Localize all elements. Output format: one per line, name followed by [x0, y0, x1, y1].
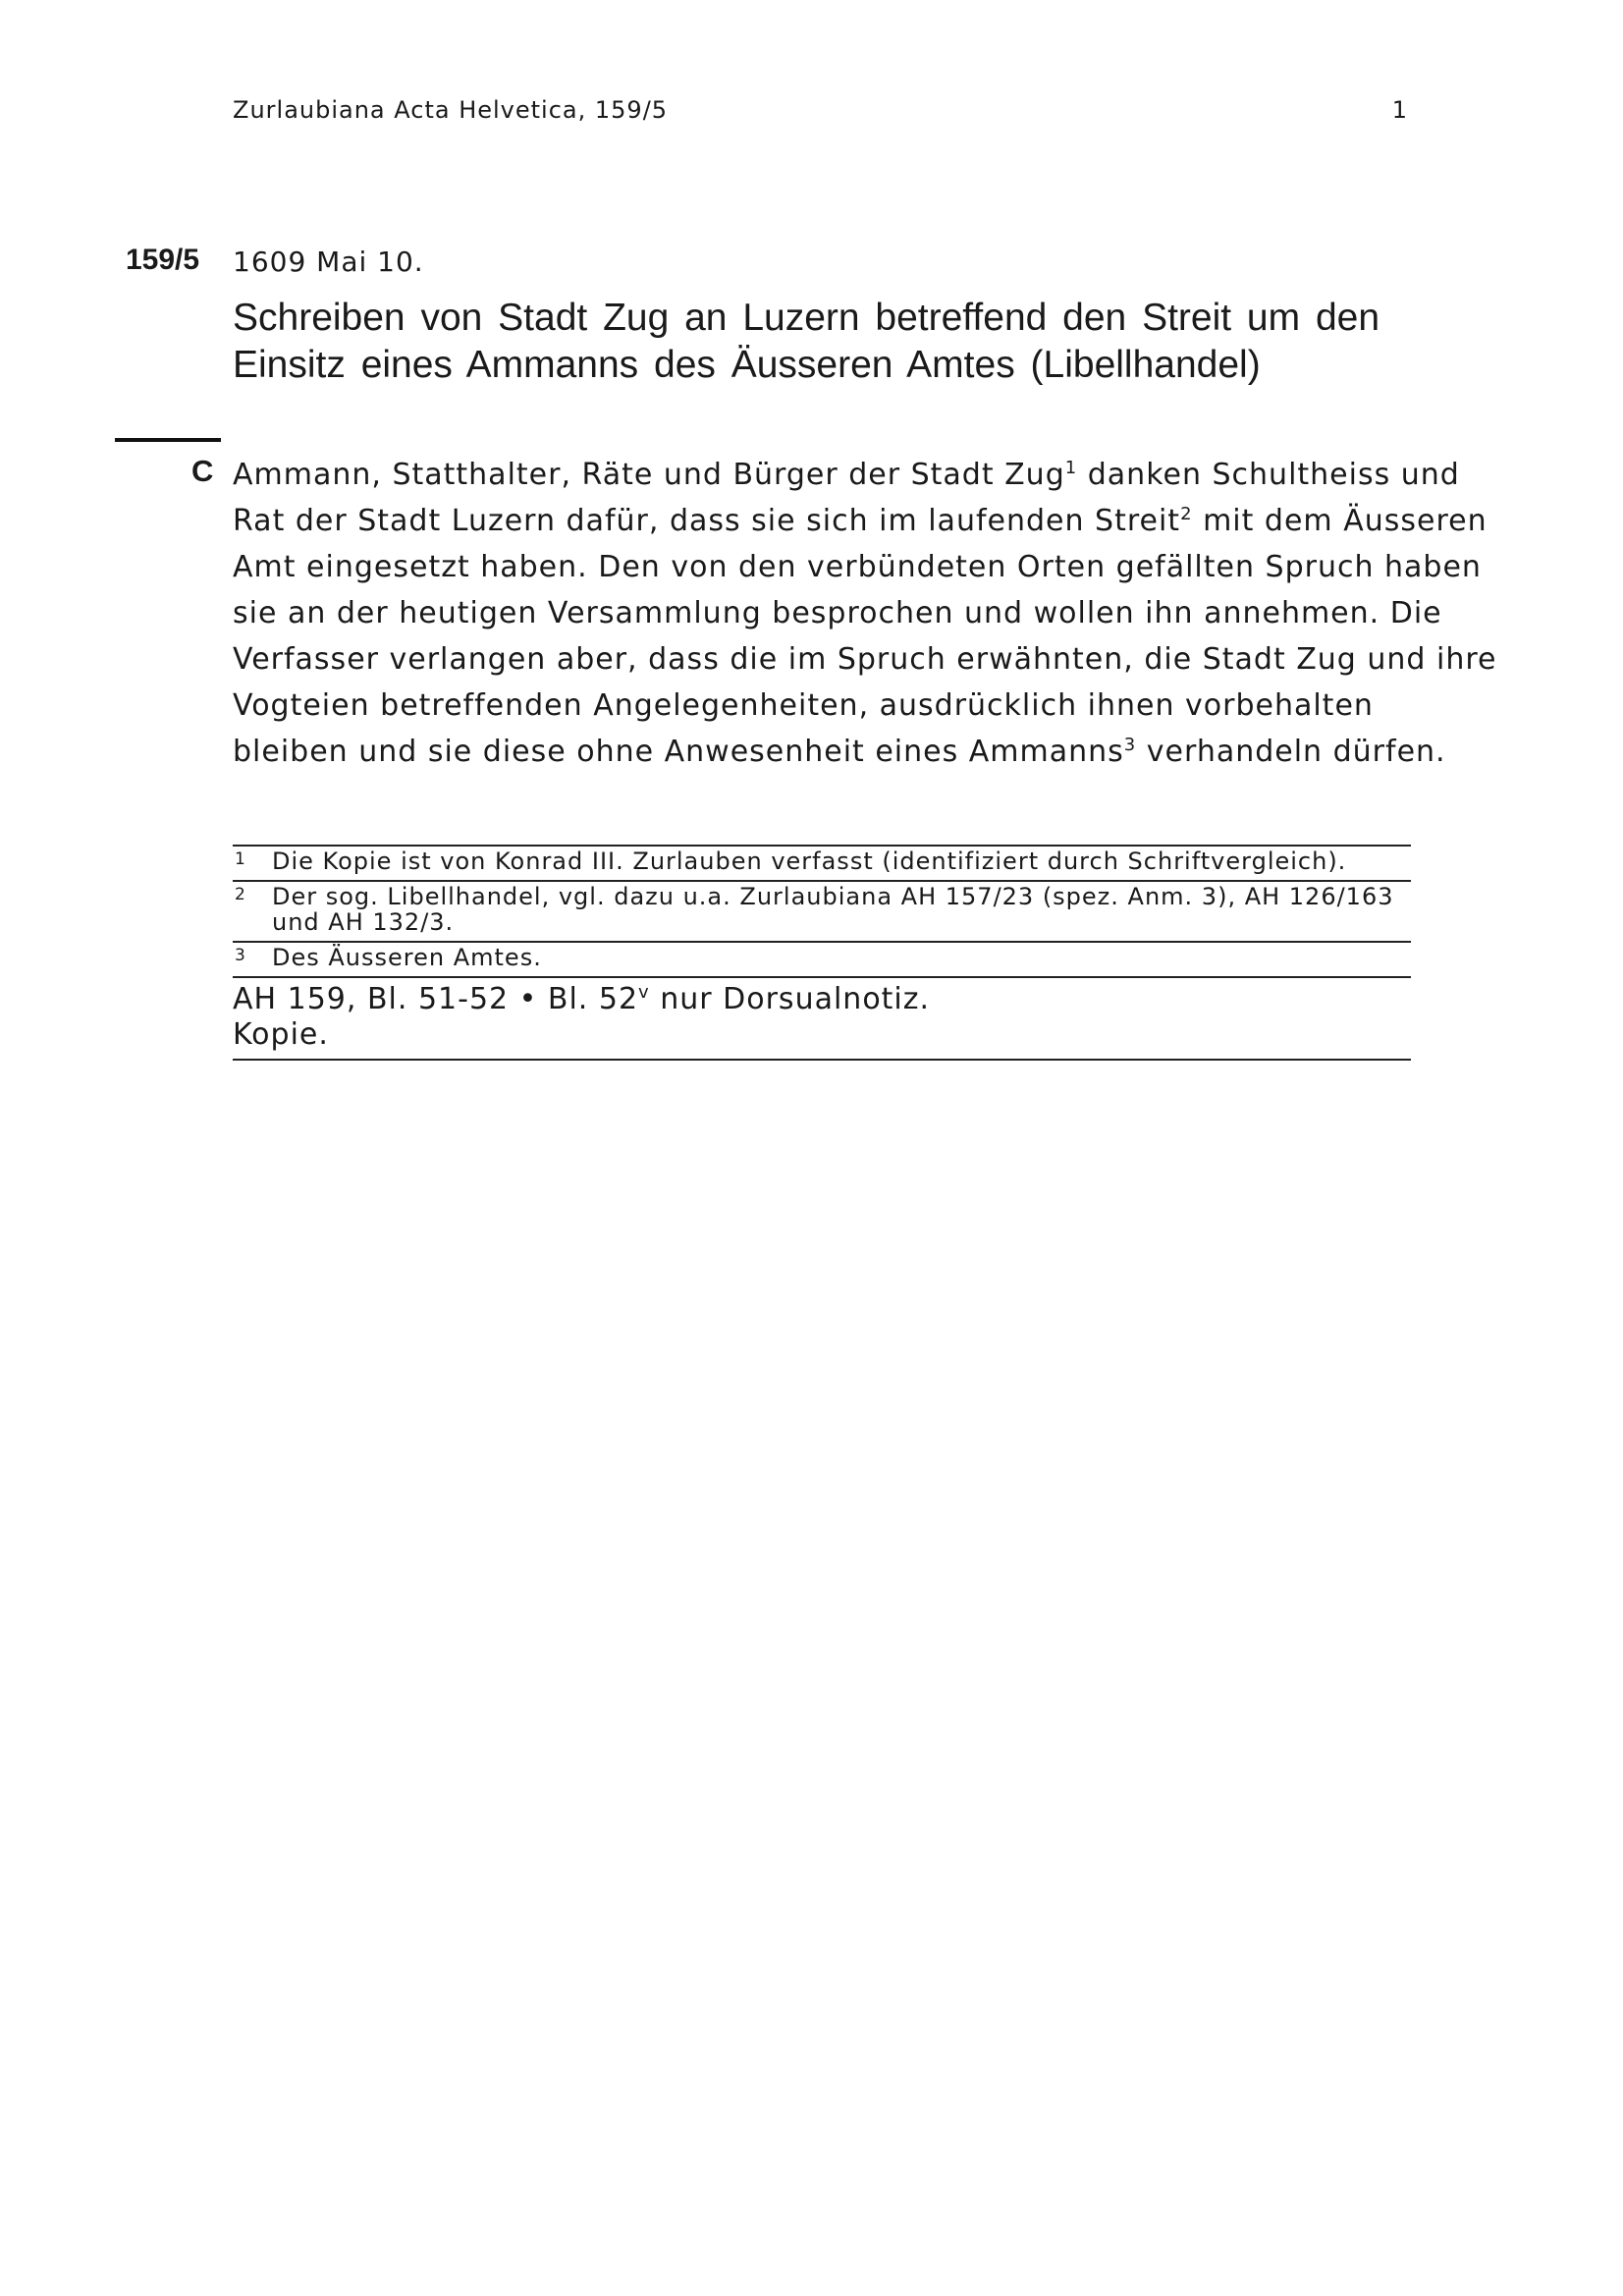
footnote-number: 1	[235, 849, 246, 869]
verso-marker: v	[638, 982, 650, 1003]
footnote-text: Der sog. Libellhandel, vgl. dazu u.a. Zurlaubiana AH 157/23 (spez. Anm. 3), AH 126/163 und AH 132/3.	[272, 883, 1394, 936]
footnote-number: 3	[235, 946, 246, 965]
regest-fragment: verhandeln dürfen.	[1146, 735, 1446, 769]
document-title: Schreiben von Stadt Zug an Luzern betreffend den Streit um den Einsitz eines Ammanns des Äusseren Amtes (Libellhandel)	[233, 297, 1380, 386]
footnote	[233, 845, 1411, 880]
document-date: 1609 Mai 10.	[233, 246, 424, 278]
regest-fragment: danken Schultheiss und	[1087, 458, 1460, 492]
source-fragment: nur Dorsualnotiz.	[660, 982, 931, 1016]
source-reference	[233, 976, 1411, 1061]
regest-line	[233, 498, 1488, 544]
regest-fragment: mit dem Äusseren	[1203, 504, 1488, 538]
source-fragment: AH 159, Bl. 51-52 • Bl. 52	[233, 982, 639, 1016]
running-header-title: Zurlaubiana Acta Helvetica, 159/5	[233, 96, 669, 124]
regest-line	[233, 729, 1446, 775]
version-marker: C	[191, 454, 214, 488]
footnote	[233, 941, 1411, 976]
regest-line	[233, 452, 1460, 498]
source-line: Kopie.	[233, 1017, 329, 1052]
document-number: 159/5	[126, 244, 200, 276]
footnote-ref[interactable]: 3	[1123, 735, 1137, 755]
regest-fragment: Rat der Stadt Luzern dafür, dass sie sich im laufenden Streit	[233, 504, 1181, 538]
source-line	[233, 982, 1411, 1017]
regest-fragment: Ammann, Statthalter, Räte und Bürger der Stadt Zug	[233, 458, 1065, 492]
section-rule	[115, 438, 221, 442]
page-number: 1	[1391, 96, 1407, 124]
regest-text	[233, 452, 1497, 775]
footnote-number: 2	[235, 885, 246, 904]
regest-line: sie an der heutigen Versammlung besprochen und wollen ihn annehmen. Die	[233, 596, 1442, 630]
regest-line: Vogteien betreffenden Angelegenheiten, ausdrücklich ihnen vorbehalten	[233, 688, 1374, 723]
regest-line: Verfasser verlangen aber, dass die im Spruch erwähnten, die Stadt Zug und ihre	[233, 642, 1497, 677]
footnote-text: Des Äusseren Amtes.	[272, 944, 542, 971]
footnote-ref[interactable]: 2	[1180, 504, 1193, 524]
footnote-ref[interactable]: 1	[1064, 458, 1078, 478]
regest-fragment: bleiben und sie diese ohne Anwesenheit eines Ammanns	[233, 735, 1124, 769]
footnotes-block	[233, 845, 1411, 1061]
footnote	[233, 880, 1411, 941]
footnote-text: Die Kopie ist von Konrad III. Zurlauben verfasst (identifiziert durch Schriftvergleich).	[272, 847, 1347, 875]
regest-line: Amt eingesetzt haben. Den von den verbündeten Orten gefällten Spruch haben	[233, 550, 1482, 584]
